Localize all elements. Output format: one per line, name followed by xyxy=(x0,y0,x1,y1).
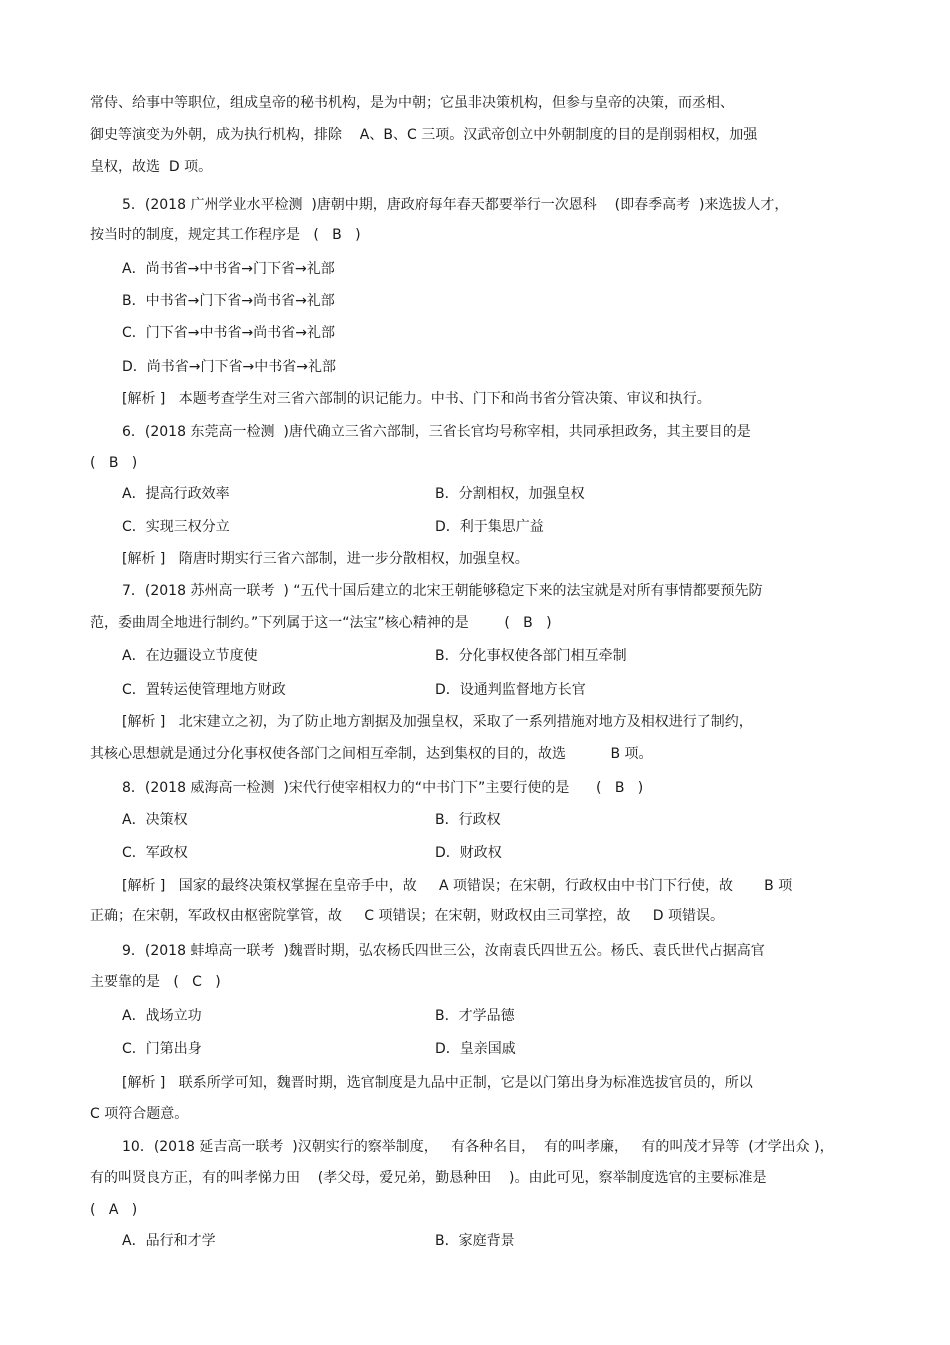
question-9-option-b: B．才学品德 xyxy=(435,1008,515,1024)
question-8-option-b: B．行政权 xyxy=(435,812,501,828)
question-7-analysis: [解析 ] 北宋建立之初，为了防止地方割据及加强皇权，采取了一系列措施对地方及相权进行了制约， xyxy=(122,714,753,730)
question-10-option-b: B．家庭背景 xyxy=(435,1233,515,1249)
question-7-option-a: A．在边疆设立节度使 xyxy=(122,648,258,664)
question-9-option-d: D．皇亲国戚 xyxy=(435,1041,516,1057)
question-8-option-d: D．财政权 xyxy=(435,845,502,861)
question-5-analysis: [解析 ] 本题考查学生对三省六部制的识记能力。中书、门下和尚书省分管决策、审议和执行。 xyxy=(122,391,711,407)
question-5-option-c: C．门下省→中书省→尚书省→礼部 xyxy=(122,325,335,341)
question-9-stem: 主要靠的是 ( C ) xyxy=(90,974,221,990)
intro-line: 皇权，故选 D 项。 xyxy=(90,159,213,175)
question-9-analysis: [解析 ] 联系所学可知，魏晋时期，选官制度是九品中正制，它是以门第出身为标准选拔官员的，所以 xyxy=(122,1075,753,1091)
question-9-stem: 9．(2018 蚌埠高一联考 )魏晋时期，弘农杨氏四世三公，汝南袁氏四世五公。杨氏、袁氏世代占据高官 xyxy=(122,943,765,959)
question-10-stem: 有的叫贤良方正，有的叫孝悌力田 (孝父母，爱兄弟，勤恳种田 )。由此可见，察举制度选官的主要标准是 xyxy=(90,1170,767,1186)
question-7-option-c: C．置转运使管理地方财政 xyxy=(122,682,286,698)
question-9-analysis: C 项符合题意。 xyxy=(90,1106,189,1122)
question-8-analysis: 正确；在宋朝，军政权由枢密院掌管，故 C 项错误；在宋朝，财政权由三司掌控，故 D 项错误。 xyxy=(90,908,724,924)
question-7-option-b: B．分化事权使各部门相互牵制 xyxy=(435,648,627,664)
question-6-option-b: B．分割相权，加强皇权 xyxy=(435,486,585,502)
question-7-stem: 范，委曲周全地进行制约。”下列属于这一“法宝”核心精神的是 ( B ) xyxy=(90,615,552,631)
question-7-option-d: D．设通判监督地方长官 xyxy=(435,682,586,698)
question-6-option-a: A．提高行政效率 xyxy=(122,486,230,502)
question-9-option-c: C．门第出身 xyxy=(122,1041,202,1057)
intro-line: 御史等演变为外朝，成为执行机构，排除 A、B、C 三项。汉武帝创立中外朝制度的目的是削弱相权，加强 xyxy=(90,127,758,143)
question-10-stem: ( A ) xyxy=(90,1202,138,1218)
intro-line: 常侍、给事中等职位，组成皇帝的秘书机构，是为中朝；它虽非决策机构，但参与皇帝的决策，而丞相、 xyxy=(90,95,734,111)
question-5-stem: 5．(2018 广州学业水平检测 )唐朝中期，唐政府每年春天都要举行一次恩科 (即春季高考 )来选拔人才， xyxy=(122,197,789,213)
question-8-analysis: [解析 ] 国家的最终决策权掌握在皇帝手中，故 A 项错误；在宋朝，行政权由中书门下行使，故 B 项 xyxy=(122,878,793,894)
question-5-option-a: A．尚书省→中书省→门下省→礼部 xyxy=(122,261,335,277)
question-7-stem: 7．(2018 苏州高一联考 ) “五代十国后建立的北宋王朝能够稳定下来的法宝就是对所有事情都要预先防 xyxy=(122,583,763,599)
question-7-analysis: 其核心思想就是通过分化事权使各部门之间相互牵制，达到集权的目的，故选 B 项。 xyxy=(90,746,653,762)
question-10-option-a: A．品行和才学 xyxy=(122,1233,216,1249)
question-9-option-a: A．战场立功 xyxy=(122,1008,202,1024)
question-6-stem: 6．(2018 东莞高一检测 )唐代确立三省六部制，三省长官均号称宰相，共同承担政务，其主要目的是 xyxy=(122,424,751,440)
question-6-stem: ( B ) xyxy=(90,455,138,471)
question-8-option-a: A．决策权 xyxy=(122,812,188,828)
question-8-option-c: C．军政权 xyxy=(122,845,188,861)
question-10-stem: 10．(2018 延吉高一联考 )汉朝实行的察举制度， 有各种名目， 有的叫孝廉， 有的叫茂才异等 (才学出众 )， xyxy=(122,1139,834,1155)
question-5-option-d: D．尚书省→门下省→中书省→礼部 xyxy=(122,359,336,375)
question-5-stem: 按当时的制度，规定其工作程序是 ( B ) xyxy=(90,227,361,243)
question-6-analysis: [解析 ] 隋唐时期实行三省六部制，进一步分散相权，加强皇权。 xyxy=(122,551,529,567)
question-5-option-b: B．中书省→门下省→尚书省→礼部 xyxy=(122,293,335,309)
question-6-option-c: C．实现三权分立 xyxy=(122,519,230,535)
question-6-option-d: D．利于集思广益 xyxy=(435,519,544,535)
question-8-stem: 8．(2018 威海高一检测 )宋代行使宰相权力的“中书门下”主要行使的是 ( B ) xyxy=(122,780,644,796)
